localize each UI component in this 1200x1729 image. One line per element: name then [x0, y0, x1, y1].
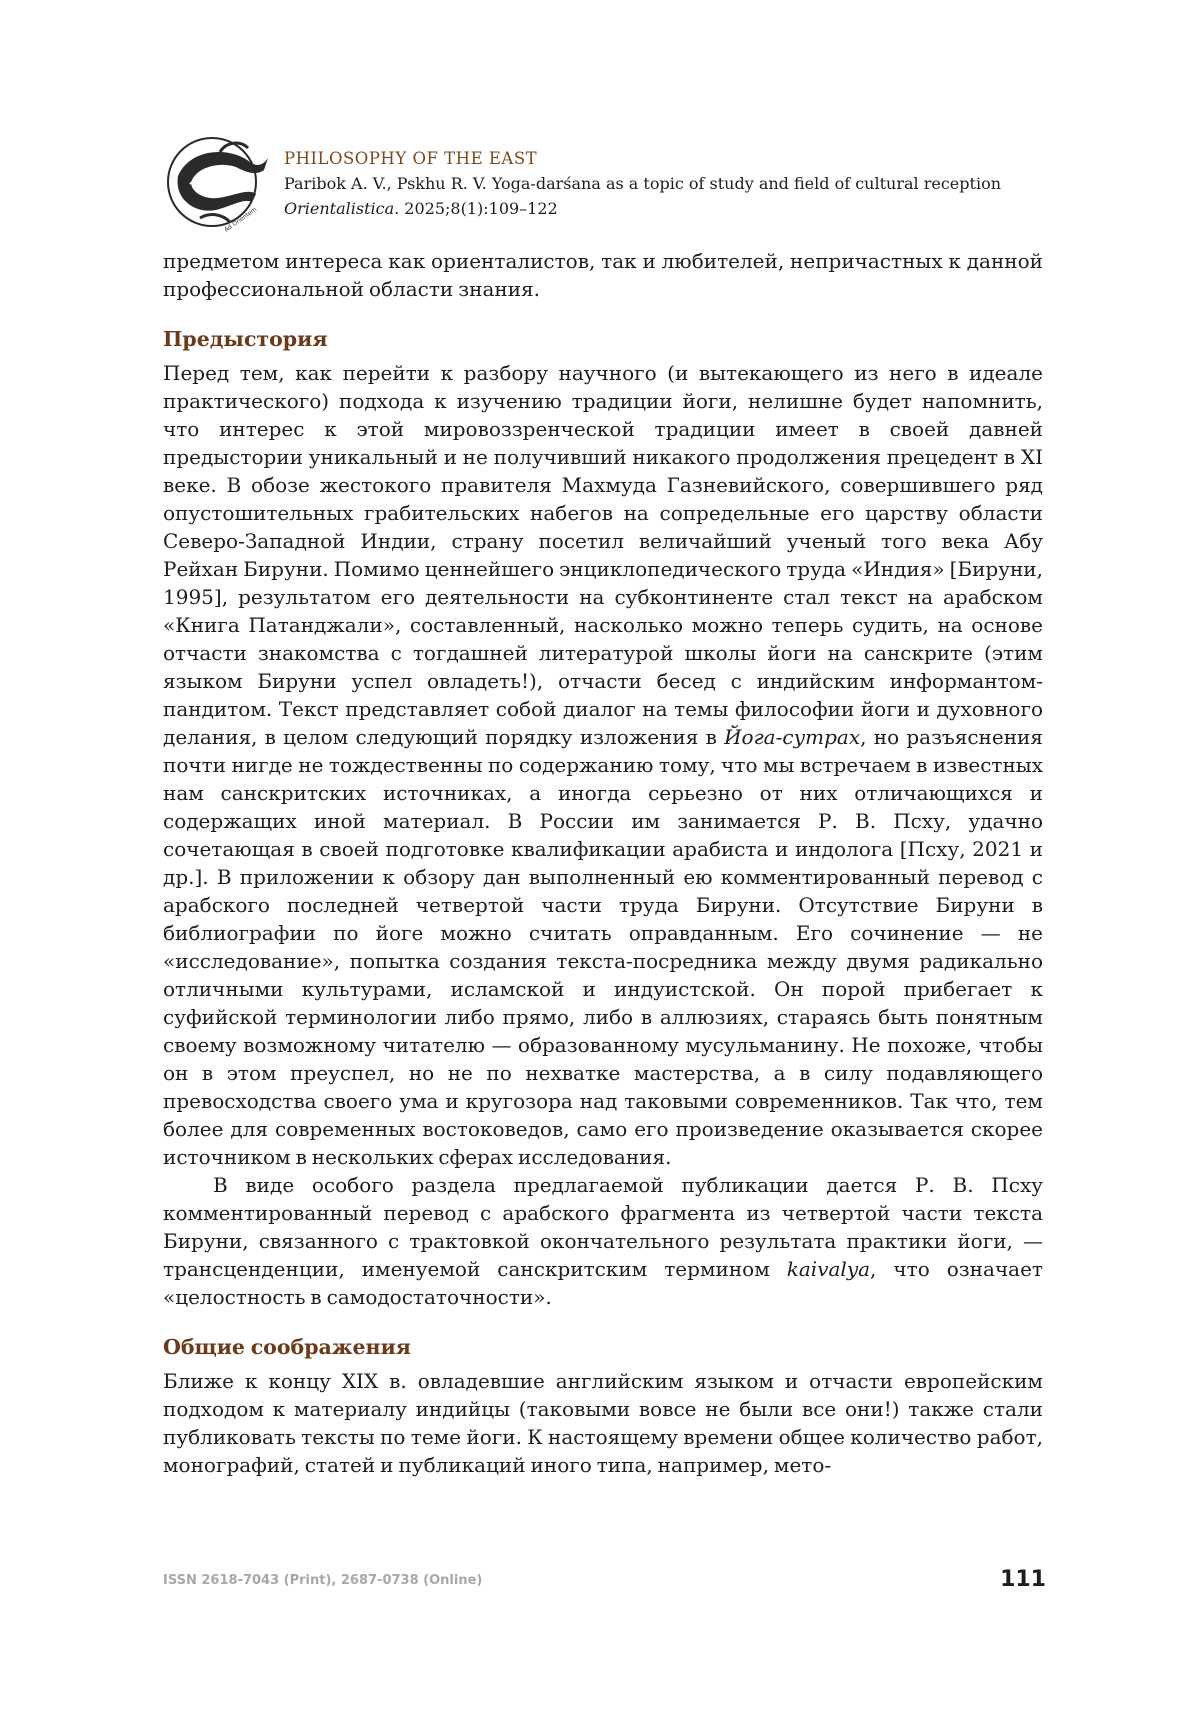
italic-term: kaivalya: [786, 1257, 871, 1281]
logo-text: Ad Orientem: [223, 206, 259, 234]
page-number: 111: [1000, 1567, 1046, 1592]
paragraph-general: Ближе к концу XIX в. овладевшие английским языком и отчасти европейским подходом к материалу индийцы (таковыми вовсе не были все они!) также стали публиковать тексты по теме йоги. К настоящему времени общее количество работ, монографий, статей и публикаций иного типа, например, мето-: [163, 1369, 1043, 1477]
section-heading-prehistory: Предыстория: [163, 327, 328, 351]
journal-issue: 2025;8(1):109–122: [399, 199, 558, 218]
section-heading-general: Общие соображения: [163, 1335, 411, 1359]
paragraph-translation: [163, 1171, 1043, 1311]
article-citation: Paribok A. V., Pskhu R. V. Yoga-darśana as a topic of study and field of cultural reception: [284, 174, 1001, 193]
italic-term: Йога-сутрах: [724, 725, 861, 749]
section-label: PHILOSOPHY OF THE EAST: [284, 149, 538, 168]
paragraph-prehistory: [163, 359, 1043, 1171]
paragraph-text: Перед тем, как перейти к разбору научного (и вытекающего из него в идеале практического) подхода к изучению традиции йоги, нелишне будет напомнить, что интерес к этой мировоззренческой традиции имеет в своей давней предыстории уникальный и не получивший никакого продолжения прецедент в XI веке. В обозе жестокого правителя Махмуда Газневийского, совершившего ряд опустошительных грабительских набегов на сопредельные его царству области Северо-Западной Индии, страну посетил величайший ученый того века Абу Рейхан Бируни. Помимо ценнейшего энциклопедического труда «Индия» [Бируни, 1995], результатом его деятельности на субконтиненте стал текст на арабском «Книга Патанджали», составленный, насколько можно теперь судить, на основе отчасти знакомства с тогдашней литературой школы йоги на санскрите (этим языком Бируни успел овладеть!), отчасти бесед с индийским информантом-пандитом. Текст представляет собой диалог на темы философии йоги и духовного делания, в целом следующий порядку изложения в: [163, 361, 1043, 749]
paragraph-text: , но разъяснения почти нигде не тождественны по содержанию тому, что мы встречаем в известных нам санскритских источниках, а иногда серьезно от них отличающихся и содержащих иной материал. В России им занимается Р. В. Псху, удачно сочетающая в своей подготовке квалификации арабиста и индолога [Псху, 2021 и др.]. В приложении к обзору дан выполненный ею комментированный перевод с арабского последней четвертой части труда Бируни. Отсутствие Бируни в библиографии по йоге можно считать оправданным. Его сочинение — не «исследование», попытка создания текста-посредника между двумя радикально отличными культурами, исламской и индуистской. Он порой прибегает к суфийской терминологии либо прямо, либо в аллюзиях, стараясь быть понятным своему возможному читателю — образованному мусульманину. Не похоже, чтобы он в этом преуспел, но не по нехватке мастерства, а в силу подавляющего превосходства своего ума и кругозора над таковыми современников. Так что, тем более для современных востоковедов, само его произведение оказывается скорее источником в нескольких сферах исследования.: [163, 725, 1044, 1169]
journal-name: Orientalistica.: [284, 199, 400, 218]
issn-footer: ISSN 2618-7043 (Print), 2687-0738 (Online): [163, 1573, 483, 1588]
running-header: [284, 146, 1124, 221]
paragraph-text: В виде особого раздела предлагаемой публикации дается Р. В. Псху комментированный перевод с арабского фрагмента из четвертой части текста Бируни, связанного с трактовкой окончательного результата практики йоги, — трансценденции, именуемой санскритским термином: [163, 1173, 1043, 1281]
paragraph-text: , что означает «целостность в самодостаточности».: [163, 1257, 1043, 1309]
journal-logo: [160, 128, 272, 240]
journal-reference: [284, 196, 1124, 221]
intro-paragraph: предметом интереса как ориенталистов, так и любителей, непричастных к данной профессиональной области знания.: [163, 249, 1043, 301]
article-body: [163, 247, 1043, 1479]
